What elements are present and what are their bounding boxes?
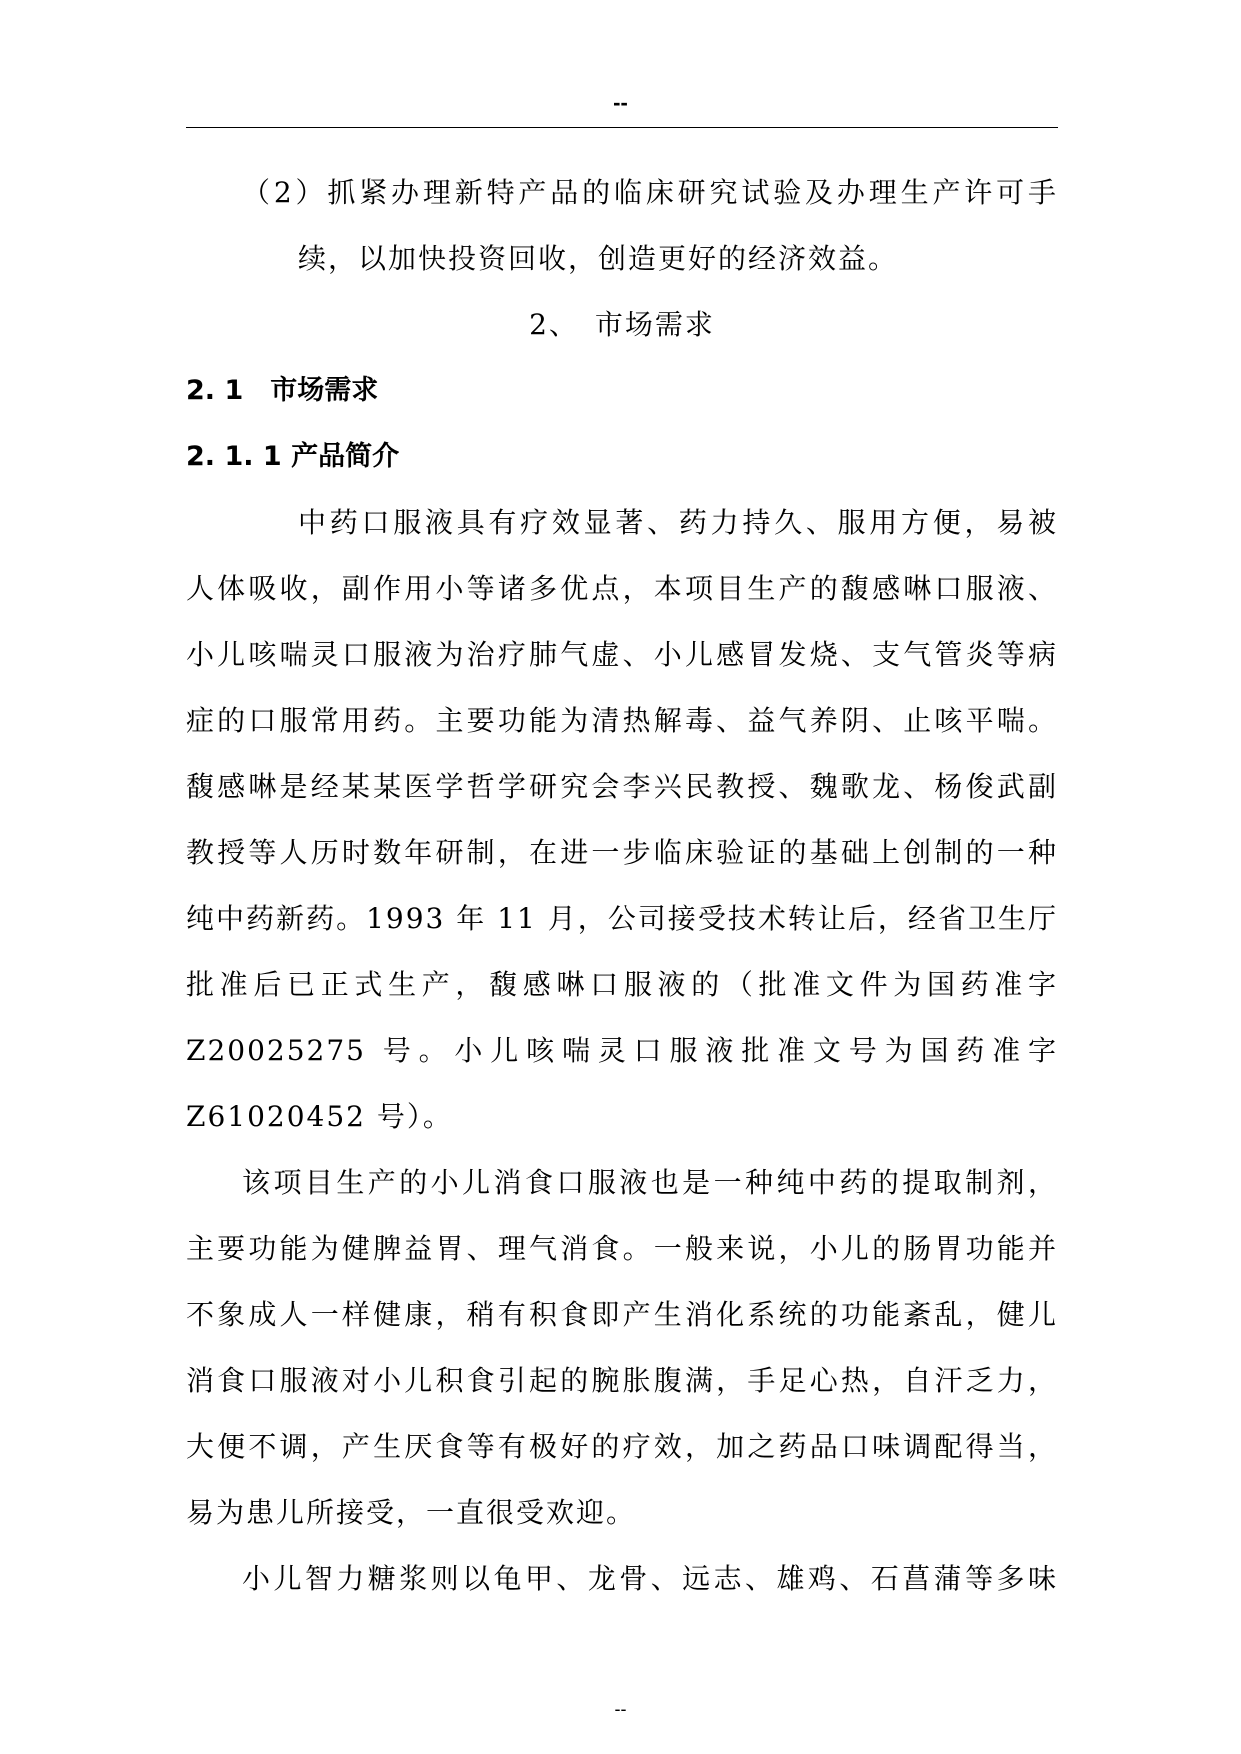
paragraph-line: 该项目生产的小儿消食口服液也是一种纯中药的提取制剂， — [242, 1166, 1058, 1199]
paragraph-line: （2）抓紧办理新特产品的临床研究试验及办理生产许可手 — [242, 176, 1058, 209]
paragraph-line: 小儿智力糖浆则以龟甲、龙骨、远志、雄鸡、石菖蒲等多味 — [242, 1562, 1058, 1595]
document-body — [186, 160, 1058, 1612]
paragraph-line: 消食口服液对小儿积食引起的腕胀腹满，手足心热，自汗乏力， — [186, 1364, 1058, 1397]
paragraph-line: 批准后已正式生产，馥感啉口服液的（批准文件为国药准字 — [186, 968, 1058, 1001]
paragraph-line: 不象成人一样健康，稍有积食即产生消化系统的功能紊乱，健儿 — [186, 1298, 1058, 1331]
paragraph-line: 症的口服常用药。主要功能为清热解毒、益气养阴、止咳平喘。 — [186, 704, 1058, 737]
page-header-mark: -- — [613, 90, 628, 115]
paragraph-line: 纯中药新药。1993 年 11 月，公司接受技术转让后，经省卫生厅 — [186, 902, 1058, 935]
paragraph-line: 易为患儿所接受，一直很受欢迎。 — [186, 1496, 637, 1529]
paragraph-line: Z20025275 号。小儿咳喘灵口服液批准文号为国药准字 — [186, 1034, 1058, 1067]
header-rule — [186, 127, 1058, 128]
paragraph-line: 中药口服液具有疗效显著、药力持久、服用方便，易被 — [298, 506, 1058, 539]
page-footer-mark: -- — [614, 1699, 627, 1719]
paragraph-line: 主要功能为健脾益胃、理气消食。一般来说，小儿的肠胃功能并 — [186, 1232, 1058, 1265]
heading-2-1: 2. 1 市场需求 — [186, 375, 379, 406]
paragraph-line: Z61020452 号）。 — [186, 1100, 453, 1133]
paragraph-line: 人体吸收，副作用小等诸多优点，本项目生产的馥感啉口服液、 — [186, 572, 1058, 605]
heading-2-1-1: 2. 1. 1 产品简介 — [186, 441, 400, 472]
paragraph-line: 续，以加快投资回收，创造更好的经济效益。 — [298, 242, 899, 275]
paragraph-line: 馥感啉是经某某医学哲学研究会李兴民教授、魏歌龙、杨俊武副 — [186, 770, 1058, 803]
paragraph-line: 大便不调，产生厌食等有极好的疗效，加之药品口味调配得当， — [186, 1430, 1058, 1463]
section-title: 2、 市场需求 — [529, 308, 715, 341]
paragraph-line: 小儿咳喘灵口服液为治疗肺气虚、小儿感冒发烧、支气管炎等病 — [186, 638, 1058, 671]
paragraph-line: 教授等人历时数年研制，在进一步临床验证的基础上创制的一种 — [186, 836, 1058, 869]
